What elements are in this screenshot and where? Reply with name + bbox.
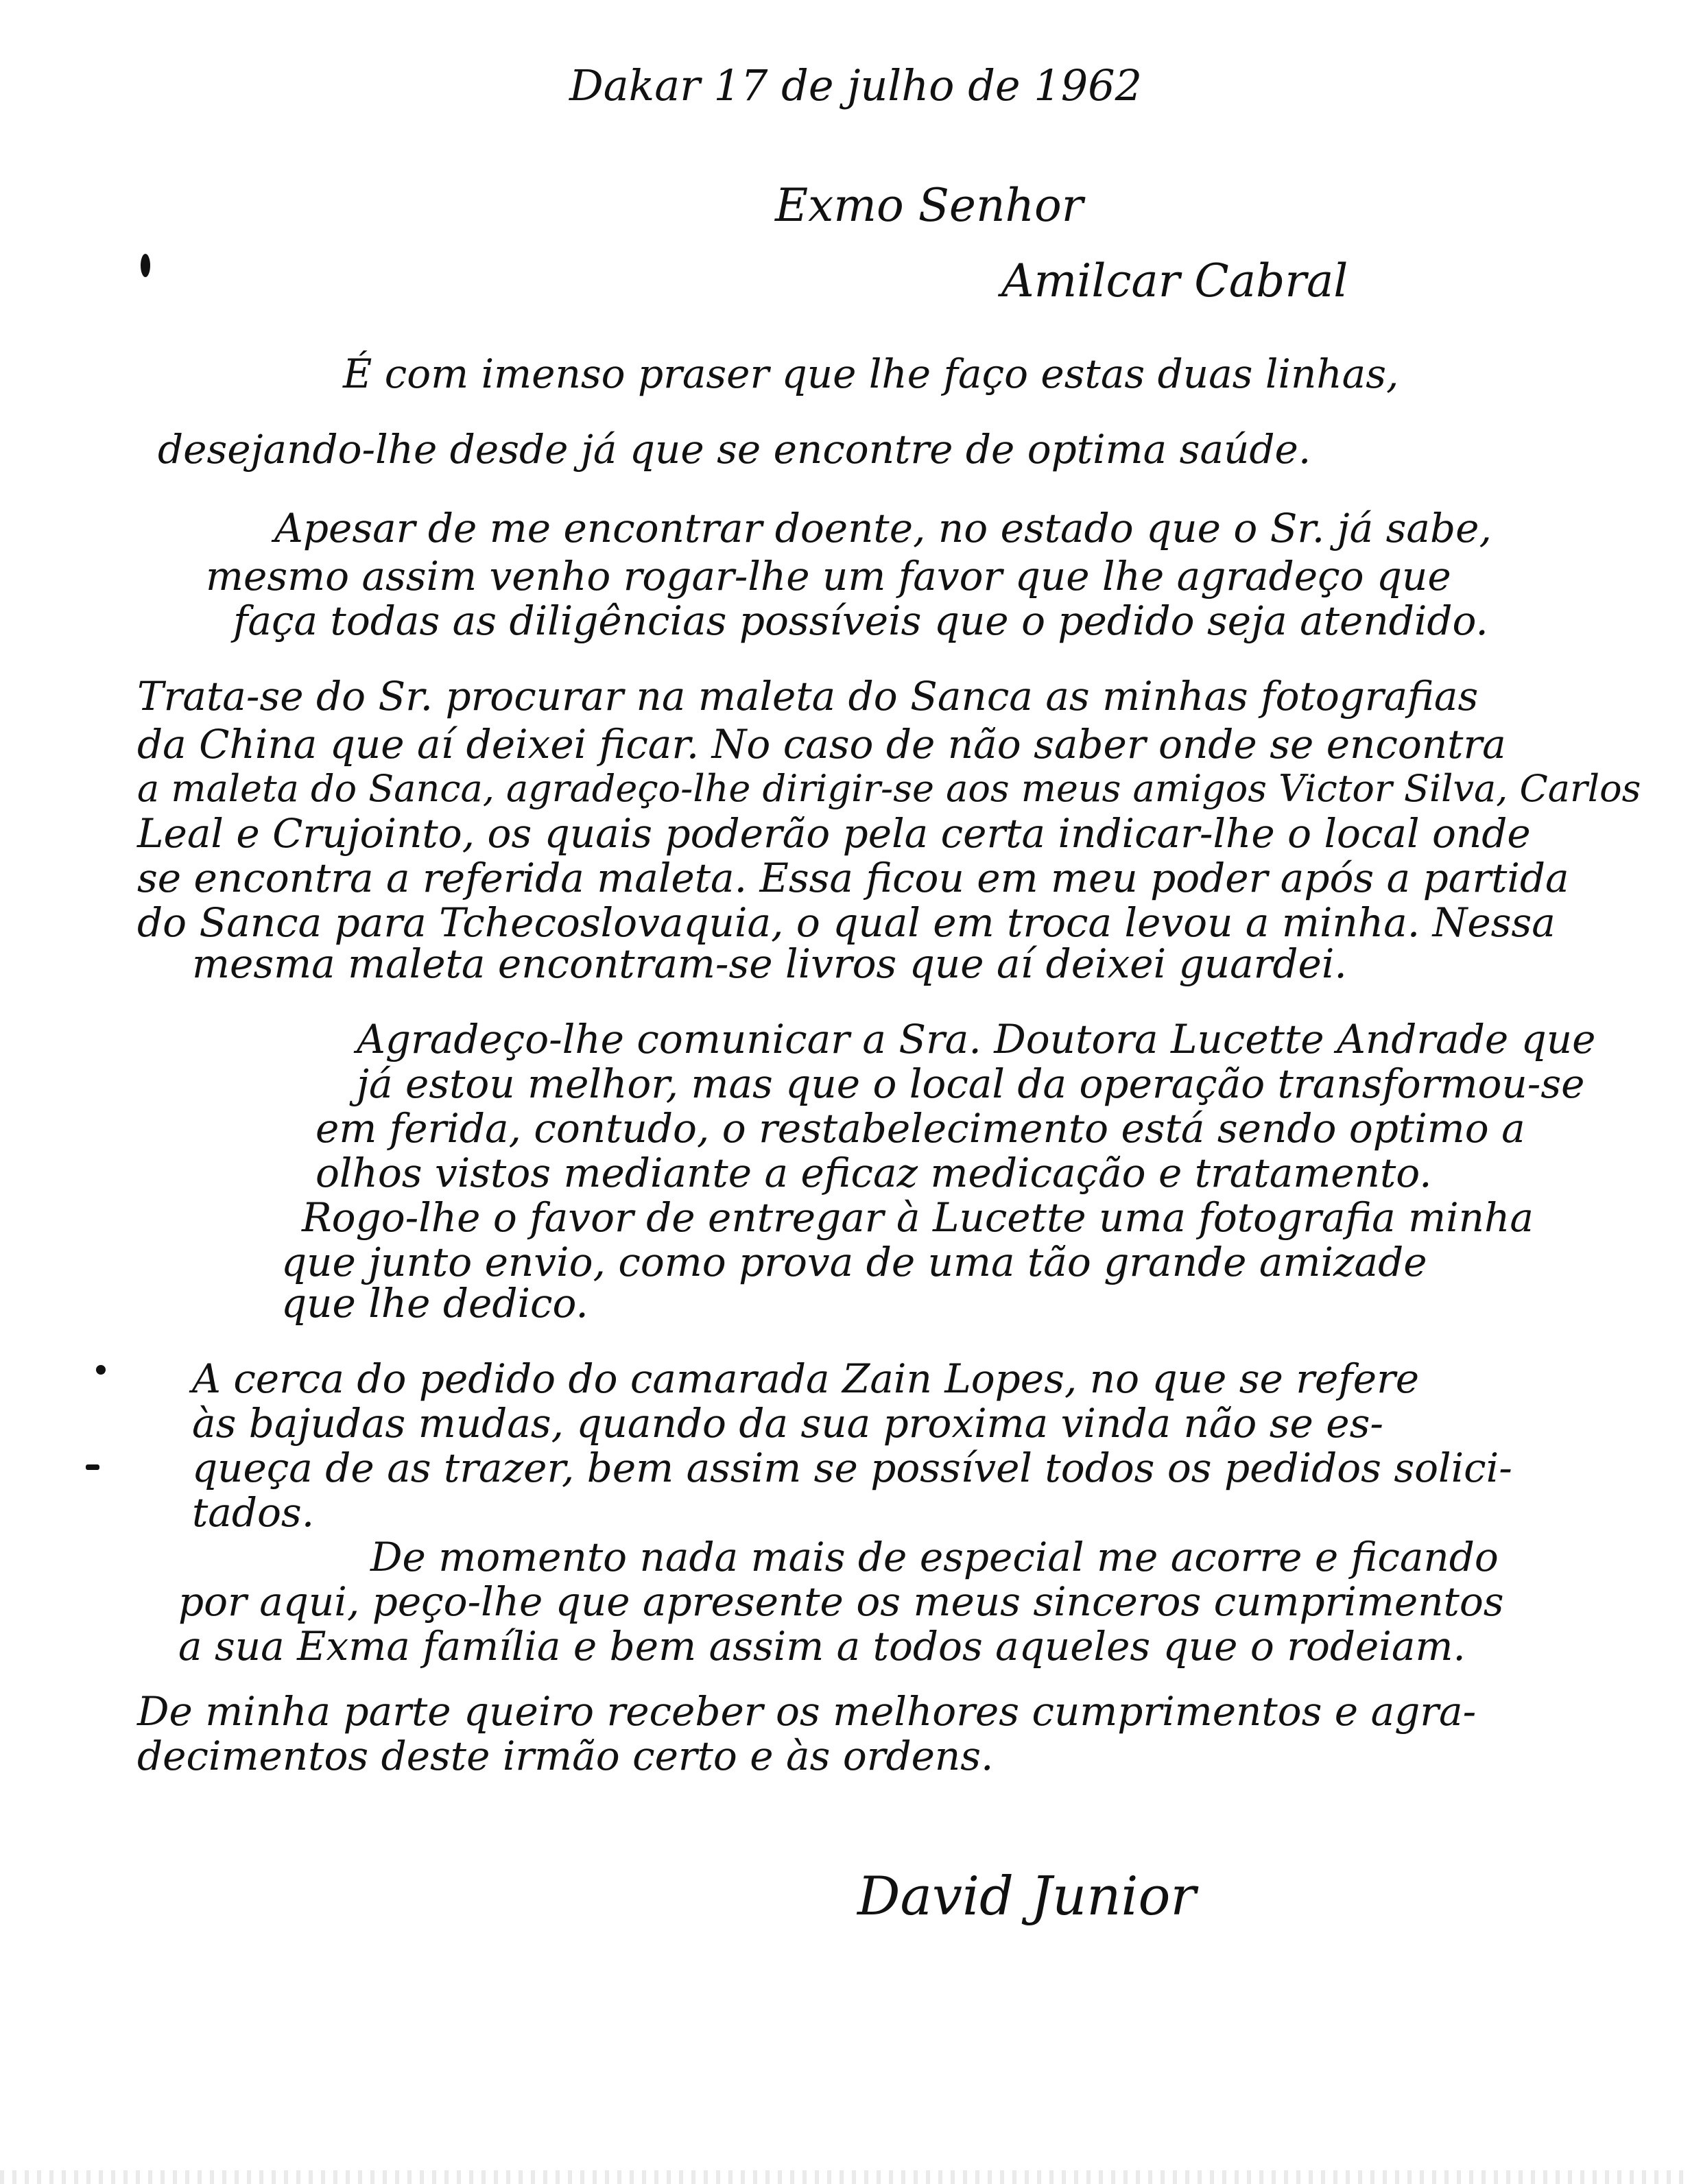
letter-line: a maleta do Sanca, agradeço-lhe dirigir-se aos meus amigos Victor Silva, Carlos: [137, 767, 1641, 810]
letter-line: em ferida, contudo, o restabelecimento está sendo optimo a: [316, 1105, 1525, 1152]
letter-line: olhos vistos mediante a eficaz medicação e tratamento.: [316, 1150, 1432, 1196]
scan-edge: [0, 2170, 1690, 2184]
letter-line: por aqui, peço-lhe que apresente os meus sinceros cumprimentos: [178, 1578, 1504, 1625]
letter-line: às bajudas mudas, quando da sua proxima vinda não se es-: [192, 1400, 1383, 1447]
letter-line: da China que aí deixei ficar. No caso de não saber onde se encontra: [137, 721, 1506, 768]
ink-mark: [96, 1365, 106, 1375]
letter-line: que junto envio, como prova de uma tão grande amizade: [281, 1239, 1427, 1285]
letter-line: De momento nada mais de especial me acorre e ficando: [370, 1534, 1499, 1580]
letter-recipient: Amilcar Cabral: [1001, 254, 1348, 307]
letter-line: já estou melhor, mas que o local da operação transformou-se: [357, 1060, 1585, 1107]
letter-line: A cerca do pedido do camarada Zain Lopes, no que se refere: [192, 1355, 1420, 1402]
letter-line: tados.: [192, 1489, 315, 1536]
letter-line: É com imenso praser que lhe faço estas duas linhas,: [343, 351, 1399, 397]
letter-line: Apesar de me encontrar doente, no estado que o Sr. já sabe,: [274, 505, 1492, 551]
letter-line: do Sanca para Tchecoslovaquia, o qual em troca levou a minha. Nessa: [137, 899, 1556, 946]
letter-line: Rogo-lhe o favor de entregar à Lucette uma fotografia minha: [302, 1194, 1534, 1241]
letter-line: Trata-se do Sr. procurar na maleta do Sanca as minhas fotografias: [137, 673, 1479, 720]
letter-date: Dakar 17 de julho de 1962: [569, 60, 1143, 110]
letter-line: Agradeço-lhe comunicar a Sra. Doutora Lucette Andrade que: [357, 1016, 1596, 1063]
letter-line: se encontra a referida maleta. Essa ficou em meu poder após a partida: [137, 855, 1569, 901]
letter-line: que lhe dedico.: [281, 1280, 588, 1327]
letter-line: desejando-lhe desde já que se encontre de optima saúde.: [158, 426, 1311, 473]
letter-line: faça todas as diligências possíveis que o pedido seja atendido.: [233, 597, 1488, 644]
ink-mark: [86, 1464, 99, 1470]
letter-line: decimentos deste irmão certo e às ordens.: [137, 1733, 994, 1779]
letter-line: Leal e Crujointo, os quais poderão pela certa indicar-lhe o local onde: [137, 810, 1531, 857]
ink-mark: [141, 254, 150, 277]
letter-line: mesma maleta encontram-se livros que aí deixei guardei.: [192, 940, 1347, 987]
letter-line: mesmo assim venho rogar-lhe um favor que lhe agradeço que: [206, 553, 1451, 600]
letter-line: De minha parte queiro receber os melhores cumprimentos e agra-: [137, 1688, 1477, 1735]
letter-line: a sua Exma família e bem assim a todos aqueles que o rodeiam.: [178, 1623, 1466, 1670]
letter-salutation: Exmo Senhor: [775, 179, 1084, 232]
signature: David Junior: [857, 1866, 1196, 1927]
letter-line: queça de as trazer, bem assim se possível todos os pedidos solici-: [192, 1445, 1512, 1491]
